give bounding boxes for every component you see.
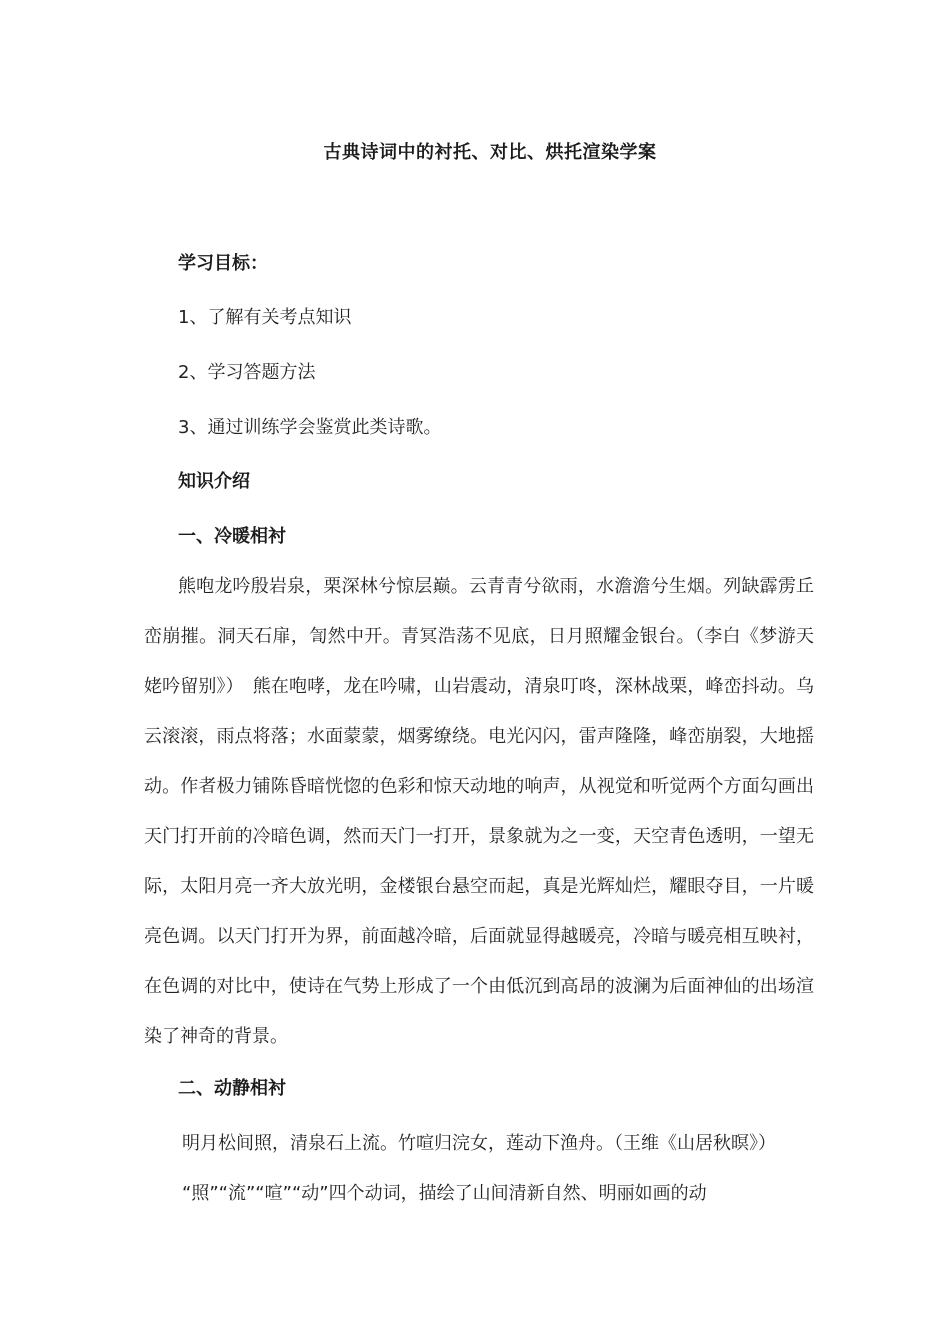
section2-analysis-line: “照”“流”“喧”“动”四个动词，描绘了山间清新自然、明丽如画的动 xyxy=(182,1183,707,1204)
goal-item-3: 3、通过训练学会鉴赏此类诗歌。 xyxy=(178,417,442,438)
section2-heading: 二、动静相衬 xyxy=(178,1078,286,1099)
goal-item-2: 2、学习答题方法 xyxy=(178,362,316,383)
document-title: 古典诗词中的衬托、对比、烘托渲染学案 xyxy=(323,142,657,163)
section1-heading: 一、冷暖相衬 xyxy=(178,526,286,547)
section1-body: 熊咆龙吟殷岩泉，栗深林兮惊层巅。云青青兮欲雨，水澹澹兮生烟。列缺霹雳丘峦崩摧。洞天石扉，訇然中开。青冥浩荡不见底，日月照耀金银台。（李白《梦游天姥吟留别》） 熊在咆哮，龙在吟啸，山岩震动，清泉叮咚，深林战栗，峰峦抖动。乌云滚滚，雨点将落；水面蒙蒙，烟雾缭绕。电光闪闪，雷声隆隆，峰峦崩裂，大地摇动。作者极力铺陈昏暗恍惚的色彩和惊天动地的响声，从视觉和听觉两个方面勾画出天门打开前的冷暗色调，然而天门一打开，景象就为之一变，天空青色透明，一望无际，太阳月亮一齐大放光明，金楼银台悬空而起，真是光辉灿烂，耀眼夺目，一片暖亮色调。以天门打开为界，前面越冷暗，后面就显得越暖亮，冷暗与暖亮相互映衬，在色调的对比中，使诗在气势上形成了一个由低沉到高昂的波澜为后面神仙的出场渲染了神奇的背景。 xyxy=(144,576,814,1047)
goal-item-1: 1、了解有关考点知识 xyxy=(178,307,352,328)
goals-heading: 学习目标： xyxy=(178,253,268,274)
section2-poem-line: 明月松间照，清泉石上流。竹喧归浣女，莲动下渔舟。（王维《山居秋暝》） xyxy=(182,1133,776,1154)
knowledge-heading: 知识介绍 xyxy=(178,471,250,492)
